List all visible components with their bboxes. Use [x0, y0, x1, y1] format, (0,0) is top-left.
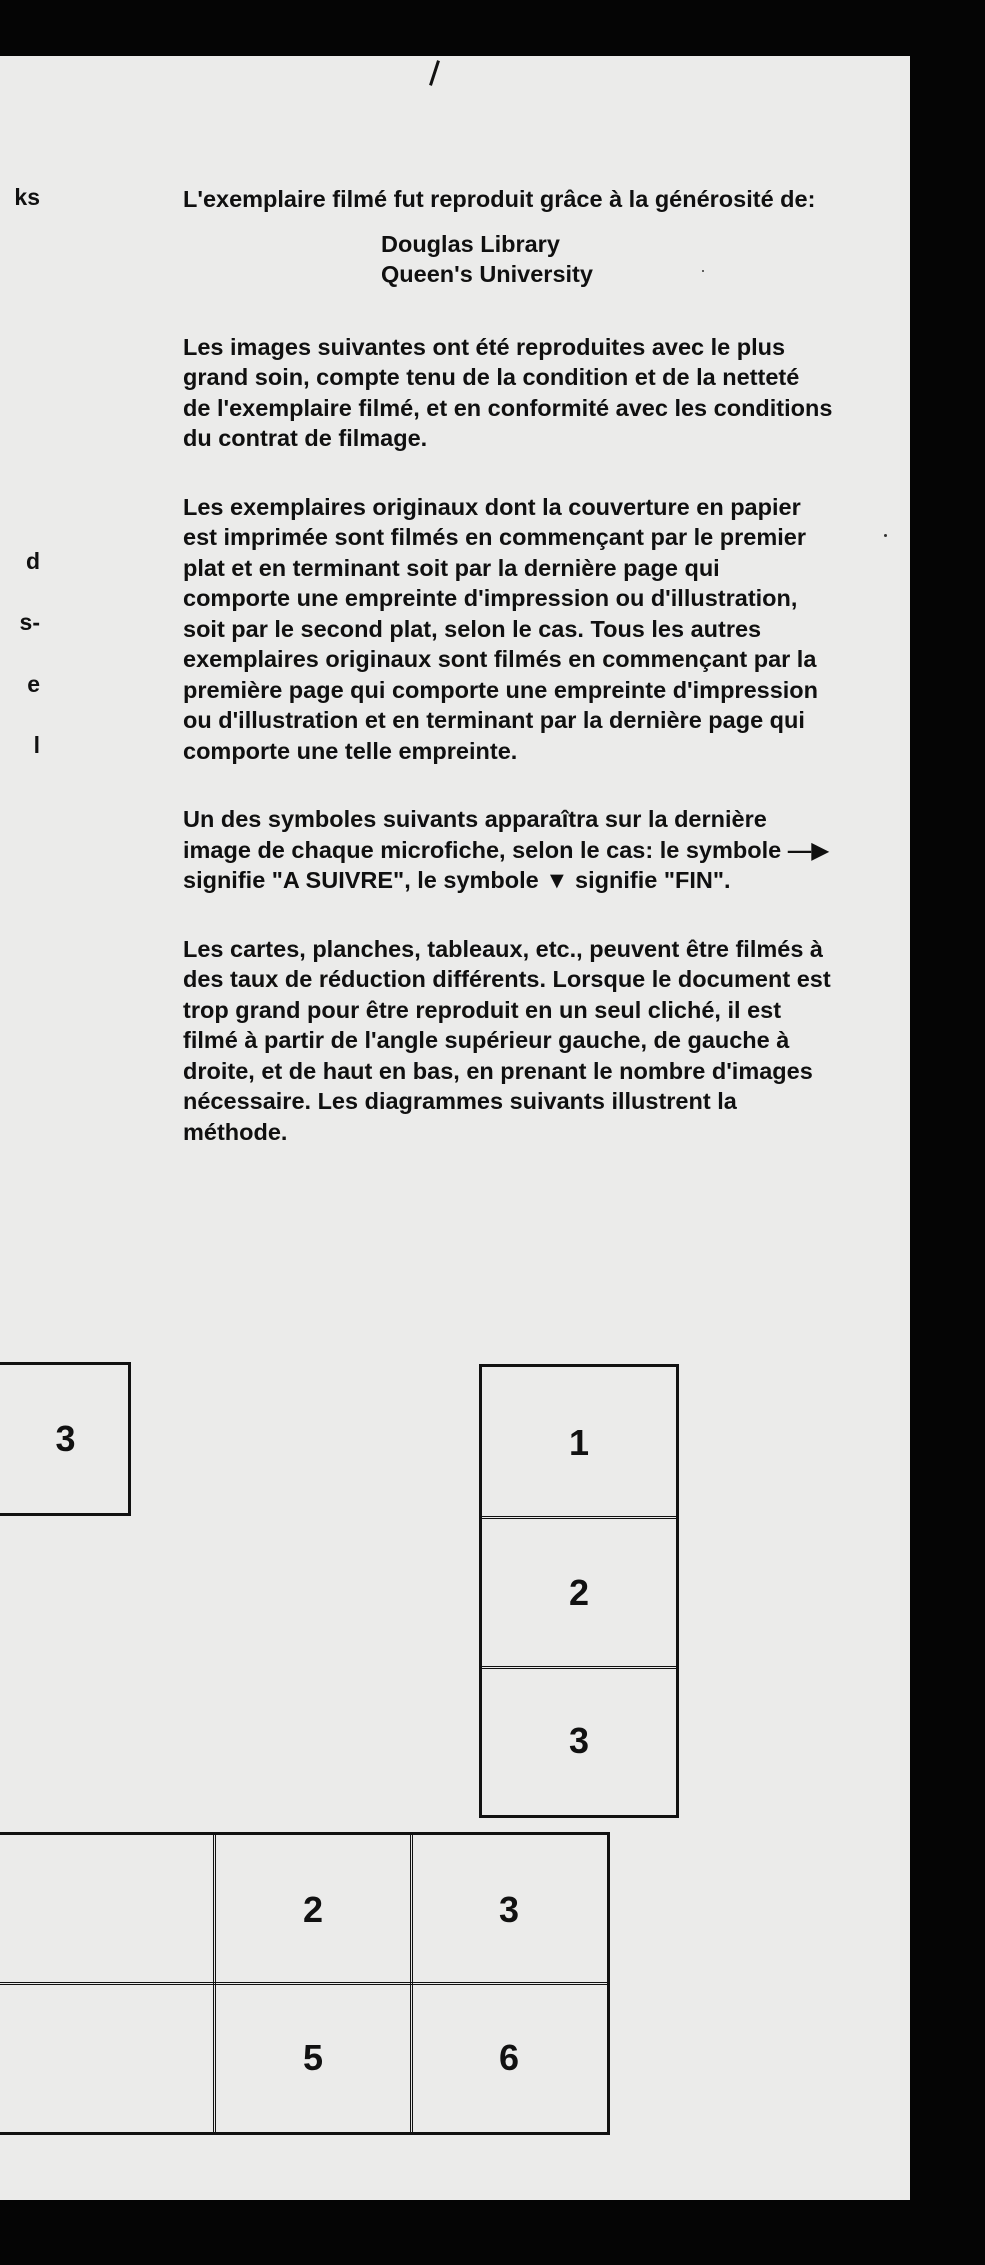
diagram-grid-cell-5: 5 — [213, 1982, 413, 2135]
library-name: Douglas Library — [381, 230, 560, 257]
text-column — [183, 184, 833, 1147]
paragraph-care: Les images suivantes ont été reproduites avec le plus grand soin, compte tenu de la condition et de la netteté de l'exemplaire filmé, et en conformité avec les conditions du contrat de filmage. — [183, 333, 833, 451]
paragraph-maps: Les cartes, planches, tableaux, etc., peuvent être filmés à des taux de réduction différents. Lorsque le document est trop grand pour être reproduit en un seul cliché, il est filmé à partir de l'angle supérieur gauche, de gauche à droite, et de haut en bas, en prenant le nombre d'images nécessaire. Les diagrammes suivants illustrent la méthode. — [183, 935, 831, 1145]
diagram-grid-cell — [0, 1832, 216, 1985]
scan-speck — [884, 534, 887, 537]
library-block — [381, 229, 833, 290]
diagram-frame-3: 3 — [0, 1362, 131, 1516]
university-name: Queen's University — [381, 261, 593, 287]
diagram-frame-2: 2 — [479, 1516, 679, 1669]
credit-intro: L'exemplaire filmé fut reproduit grâce à la générosité de: — [183, 186, 816, 212]
diagram-frame-1: 1 — [479, 1364, 679, 1519]
diagram-grid-cell-6: 6 — [410, 1982, 610, 2135]
paragraph-originals: Les exemplaires originaux dont la couverture en papier est imprimée sont filmés en commençant par le premier plat et en terminant soit par la dernière page qui comporte une empreinte d'impression ou d'illustration, soit par le second plat, selon le cas. Tous les autres exemplaires originaux sont filmés en commençant par la première page qui comporte une empreinte d'impression ou d'illustration et en terminant par la dernière page qui comporte une telle empreinte. — [183, 493, 819, 764]
diagram-grid-cell-3: 3 — [410, 1832, 610, 1985]
diagram-grid-cell — [0, 1982, 216, 2135]
paragraph-symbols: Un des symboles suivants apparaîtra sur la dernière image de chaque microfiche, selon le cas: le symbole —▶ signifie "A SUIVRE", le symbole ▼ signifie "FIN". — [183, 806, 830, 893]
diagram-grid-cell-2: 2 — [213, 1832, 413, 1985]
diagram-frame-3: 3 — [479, 1666, 679, 1818]
